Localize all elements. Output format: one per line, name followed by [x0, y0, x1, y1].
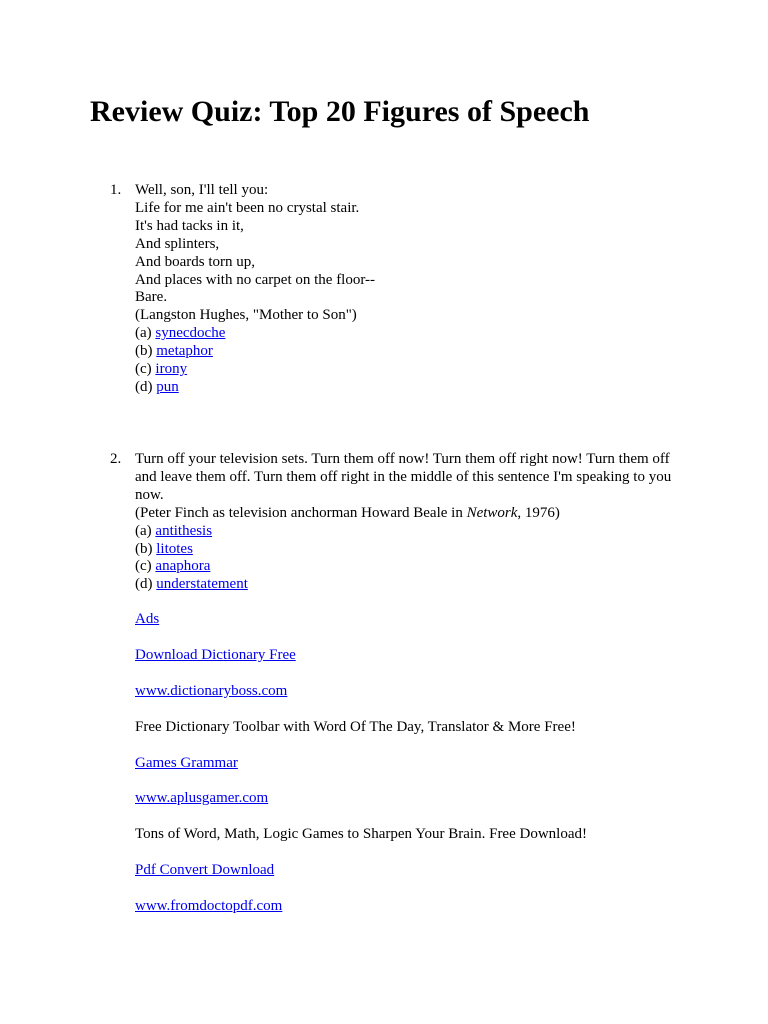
citation-prefix: (Peter Finch as television anchorman Howard Beale in	[135, 504, 467, 521]
ad-title-link[interactable]: Download Dictionary Free	[135, 646, 296, 663]
answer-option	[135, 343, 690, 361]
ad-url-link[interactable]: www.dictionaryboss.com	[135, 682, 288, 699]
poem-line: Well, son, I'll tell you:	[135, 182, 269, 198]
quote-text: Turn off your television sets. Turn them off now! Turn them off right now! Turn them off and leave them off. Turn them off right in the middle of this sentence I'm speaking to you now.	[135, 451, 672, 503]
question-number: 1.	[110, 182, 122, 198]
option-link-understatement[interactable]: understatement	[156, 576, 248, 593]
ad-title-link[interactable]: Games Grammar	[135, 754, 238, 771]
option-link-metaphor[interactable]: metaphor	[156, 343, 213, 360]
ads-section	[135, 611, 735, 934]
answer-option	[135, 523, 690, 541]
citation: (Langston Hughes, "Mother to Son")	[135, 307, 357, 324]
option-link-pun[interactable]: pun	[156, 378, 179, 395]
question-1	[110, 182, 690, 397]
poem-line: Life for me ain't been no crystal stair.	[135, 199, 360, 216]
option-letter: (a)	[135, 325, 152, 342]
ad-description: Free Dictionary Toolbar with Word Of The Day, Translator & More Free!	[135, 718, 576, 735]
ads-label-link[interactable]: Ads	[135, 611, 160, 627]
option-link-irony[interactable]: irony	[155, 361, 188, 378]
answer-option	[135, 558, 690, 576]
answer-option	[135, 576, 690, 594]
question-2	[110, 451, 690, 594]
option-letter: (d)	[135, 576, 153, 593]
option-link-antithesis[interactable]: antithesis	[155, 522, 213, 539]
ad-description: Tons of Word, Math, Logic Games to Sharpen Your Brain. Free Download!	[135, 826, 587, 843]
question-number: 2.	[110, 451, 122, 467]
ad-title-link[interactable]: Pdf Convert Download	[135, 862, 275, 879]
answer-option	[135, 325, 690, 343]
option-letter: (b)	[135, 540, 153, 557]
answer-option	[135, 541, 690, 559]
poem-line: Bare.	[135, 289, 168, 306]
option-letter: (b)	[135, 343, 153, 360]
option-letter: (d)	[135, 378, 153, 395]
ad-url-link[interactable]: www.aplusgamer.com	[135, 790, 269, 807]
answer-option	[135, 379, 690, 397]
option-letter: (a)	[135, 522, 152, 539]
citation	[135, 505, 690, 523]
question-body	[135, 451, 690, 594]
answer-option	[135, 361, 690, 379]
option-link-anaphora[interactable]: anaphora	[155, 558, 211, 575]
citation-suffix: , 1976)	[517, 504, 560, 521]
option-letter: (c)	[135, 361, 152, 378]
poem-line: And splinters,	[135, 235, 220, 252]
poem-line: It's had tacks in it,	[135, 217, 244, 234]
citation-title: Network	[466, 504, 518, 521]
question-body	[135, 182, 690, 397]
page-title: Review Quiz: Top 20 Figures of Speech	[90, 95, 590, 128]
option-letter: (c)	[135, 558, 152, 575]
ad-url-link[interactable]: www.fromdoctopdf.com	[135, 898, 283, 915]
option-link-litotes[interactable]: litotes	[156, 540, 193, 557]
poem-line: And places with no carpet on the floor--	[135, 271, 376, 288]
poem-line: And boards torn up,	[135, 253, 255, 270]
option-link-synecdoche[interactable]: synecdoche	[155, 325, 226, 342]
